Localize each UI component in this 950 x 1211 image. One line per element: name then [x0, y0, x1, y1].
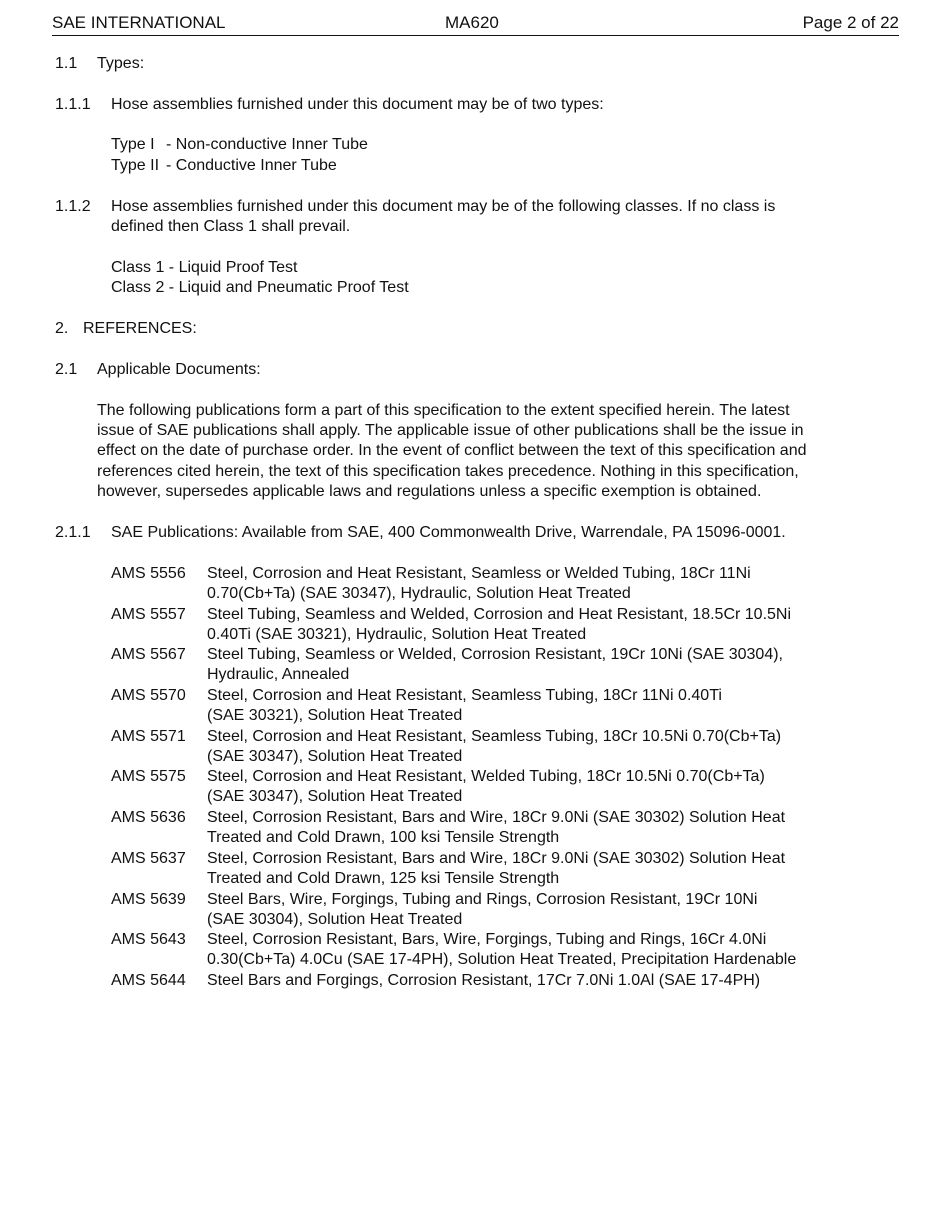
ams-description	[207, 564, 857, 605]
section-text: Hose assemblies furnished under this document may be of two types:	[111, 96, 604, 113]
ams-description-line: (SAE 30321), Solution Heat Treated	[207, 707, 463, 725]
ams-reference-item	[111, 605, 871, 646]
ams-description-line: Treated and Cold Drawn, 125 ksi Tensile Strength	[207, 870, 560, 888]
paragraph-line: effect on the date of purchase order. In the event of conflict between the text of this specification and	[97, 442, 807, 459]
ams-description-line: Steel Bars, Wire, Forgings, Tubing and Rings, Corrosion Resistant, 19Cr 10Ni	[207, 891, 758, 908]
class-item: Class 1 - Liquid Proof Test	[111, 259, 298, 276]
ams-reference-item	[111, 564, 871, 605]
ams-description-line: Steel Tubing, Seamless and Welded, Corrosion and Heat Resistant, 18.5Cr 10.5Ni	[207, 606, 792, 623]
ams-reference-item	[111, 930, 871, 971]
ams-code: AMS 5643	[111, 931, 186, 948]
ams-code: AMS 5571	[111, 728, 186, 745]
ams-description	[207, 767, 857, 808]
ams-description	[207, 605, 857, 646]
ams-reference-item	[111, 645, 871, 686]
header-document-number: MA620	[445, 13, 499, 32]
paragraph-line: The following publications form a part of this specification to the extent specified herein. The latest	[97, 402, 790, 419]
ams-code: AMS 5575	[111, 768, 186, 785]
ams-description	[207, 971, 857, 991]
ams-reference-item	[111, 686, 871, 727]
ams-code: AMS 5557	[111, 606, 186, 623]
ams-description	[207, 930, 857, 971]
type-description: - Non-conductive Inner Tube	[166, 136, 368, 153]
ams-description-line: Steel, Corrosion Resistant, Bars and Wire, 18Cr 9.0Ni (SAE 30302) Solution Heat	[207, 850, 786, 867]
section-number: 1.1.2	[55, 198, 91, 215]
ams-description	[207, 849, 857, 890]
type-label: Type I	[111, 136, 155, 153]
ams-description-line: Hydraulic, Annealed	[207, 666, 350, 684]
ams-description-line: Steel, Corrosion and Heat Resistant, Seamless Tubing, 18Cr 11Ni 0.40Ti	[207, 687, 722, 704]
ams-description-line: 0.70(Cb+Ta) (SAE 30347), Hydraulic, Solution Heat Treated	[207, 585, 631, 603]
ams-description-line: Treated and Cold Drawn, 100 ksi Tensile Strength	[207, 829, 560, 847]
paragraph-line: issue of SAE publications shall apply. The applicable issue of other publications shall be the issue in	[97, 422, 804, 439]
section-text-line: defined then Class 1 shall prevail.	[111, 218, 351, 235]
paragraph-line: however, supersedes applicable laws and regulations unless a specific exemption is obtained.	[97, 483, 762, 500]
type-description: - Conductive Inner Tube	[166, 157, 337, 174]
ams-description-line: 0.30(Cb+Ta) 4.0Cu (SAE 17-4PH), Solution Heat Treated, Precipitation Hardenable	[207, 951, 797, 969]
ams-description	[207, 686, 857, 727]
ams-description-line: Steel Tubing, Seamless or Welded, Corrosion Resistant, 19Cr 10Ni (SAE 30304),	[207, 646, 783, 663]
ams-reference-item	[111, 849, 871, 890]
ams-description-line: Steel Bars and Forgings, Corrosion Resistant, 17Cr 7.0Ni 1.0Al (SAE 17-4PH)	[207, 972, 761, 989]
ams-reference-item	[111, 808, 871, 849]
class-item: Class 2 - Liquid and Pneumatic Proof Test	[111, 279, 409, 296]
section-title: Types:	[97, 55, 145, 72]
page-header	[52, 13, 899, 36]
section-number: 1.1.1	[55, 96, 91, 113]
ams-code: AMS 5644	[111, 972, 186, 989]
ams-description-line: Steel, Corrosion and Heat Resistant, Seamless or Welded Tubing, 18Cr 11Ni	[207, 565, 751, 582]
ams-description-line: (SAE 30304), Solution Heat Treated	[207, 911, 463, 929]
ams-description	[207, 808, 857, 849]
ams-description	[207, 890, 857, 931]
ams-reference-item	[111, 890, 871, 931]
ams-reference-item	[111, 727, 871, 768]
ams-code: AMS 5636	[111, 809, 186, 826]
header-page-number: Page 2 of 22	[802, 13, 899, 32]
ams-description-line: Steel, Corrosion Resistant, Bars, Wire, Forgings, Tubing and Rings, 16Cr 4.0Ni	[207, 931, 767, 948]
ams-description-line: (SAE 30347), Solution Heat Treated	[207, 788, 463, 806]
section-number: 2.1	[55, 361, 78, 378]
ams-description	[207, 727, 857, 768]
section-title: Applicable Documents:	[97, 361, 261, 378]
ams-code: AMS 5570	[111, 687, 186, 704]
section-text: SAE Publications: Available from SAE, 400 Commonwealth Drive, Warrendale, PA 15096-0001.	[111, 524, 786, 541]
ams-description-line: (SAE 30347), Solution Heat Treated	[207, 748, 463, 766]
ams-description-line: 0.40Ti (SAE 30321), Hydraulic, Solution Heat Treated	[207, 626, 587, 644]
type-label: Type II	[111, 157, 160, 174]
ams-description-line: Steel, Corrosion and Heat Resistant, Seamless Tubing, 18Cr 10.5Ni 0.70(Cb+Ta)	[207, 728, 782, 745]
header-organization: SAE INTERNATIONAL	[52, 13, 226, 32]
section-number: 1.1	[55, 55, 78, 72]
ams-code: AMS 5556	[111, 565, 186, 582]
ams-code: AMS 5637	[111, 850, 186, 867]
paragraph-line: references cited herein, the text of this specification takes precedence. Nothing in this specification,	[97, 463, 799, 480]
section-text-line: Hose assemblies furnished under this document may be of the following classes. If no class is	[111, 198, 776, 215]
ams-code: AMS 5567	[111, 646, 186, 663]
ams-reference-item	[111, 767, 871, 808]
ams-description	[207, 645, 857, 686]
section-title: REFERENCES:	[83, 320, 197, 337]
section-number: 2.1.1	[55, 524, 91, 541]
ams-description-line: Steel, Corrosion and Heat Resistant, Welded Tubing, 18Cr 10.5Ni 0.70(Cb+Ta)	[207, 768, 765, 785]
ams-description-line: Steel, Corrosion Resistant, Bars and Wire, 18Cr 9.0Ni (SAE 30302) Solution Heat	[207, 809, 786, 826]
ams-reference-item	[111, 971, 871, 992]
section-number: 2.	[55, 320, 69, 337]
ams-code: AMS 5639	[111, 891, 186, 908]
